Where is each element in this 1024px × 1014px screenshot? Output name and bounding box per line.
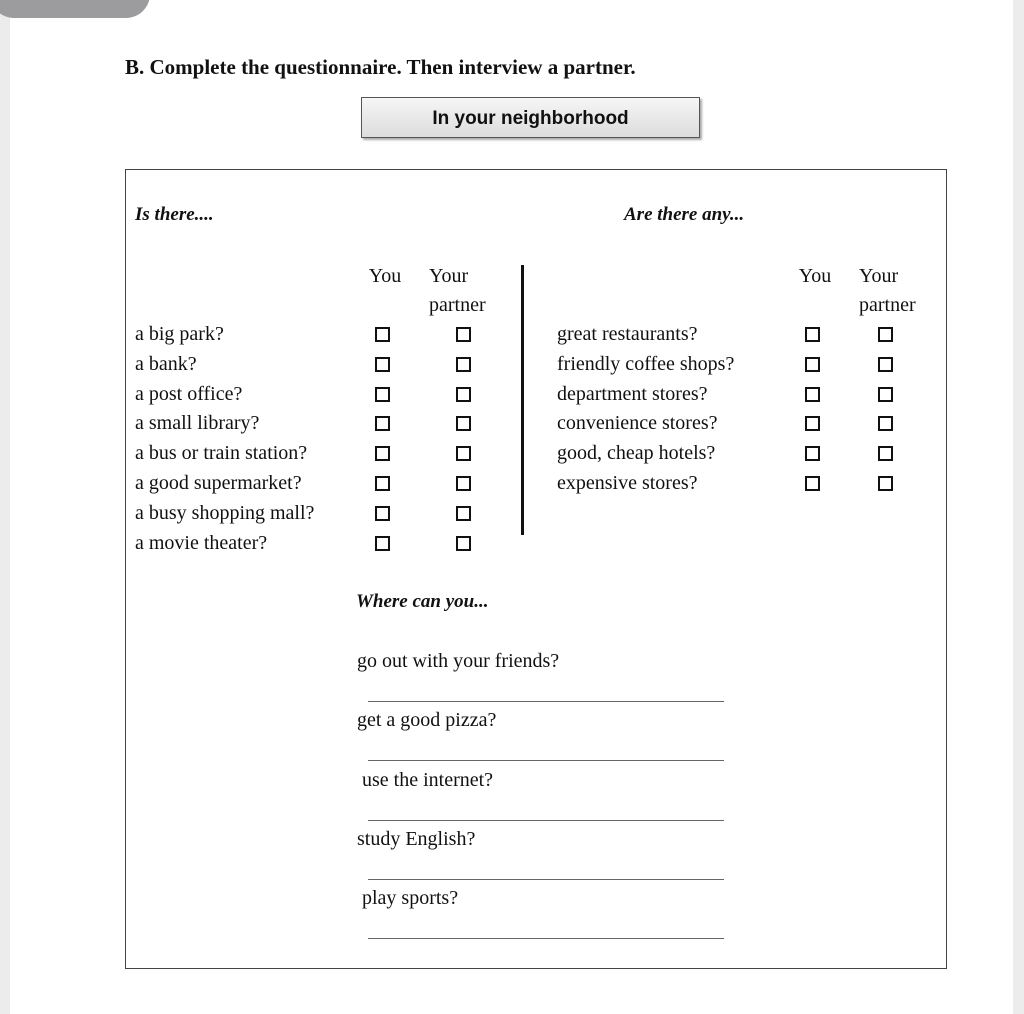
right-col-partner xyxy=(859,262,929,320)
answer-line[interactable] xyxy=(368,938,724,939)
left-item-label: a good supermarket? xyxy=(135,472,302,494)
right-item-label: department stores? xyxy=(557,382,708,405)
is-there-label: Is there.... xyxy=(135,204,214,225)
partner-checkbox[interactable] xyxy=(456,506,471,521)
right-item-label: convenience stores? xyxy=(557,412,718,435)
left-item-label: a bus or train station? xyxy=(135,442,308,465)
partner-checkbox[interactable] xyxy=(878,357,893,372)
partner-checkbox[interactable] xyxy=(456,446,471,461)
partner-checkbox[interactable] xyxy=(456,536,471,551)
you-checkbox[interactable] xyxy=(805,446,820,461)
you-checkbox[interactable] xyxy=(805,476,820,491)
you-checkbox[interactable] xyxy=(805,416,820,431)
right-item-label: friendly coffee shops? xyxy=(557,352,735,375)
you-checkbox[interactable] xyxy=(375,446,390,461)
partner-checkbox[interactable] xyxy=(878,416,893,431)
corner-tab xyxy=(0,0,150,18)
questionnaire-title: In your neighborhood xyxy=(361,97,700,138)
answer-line[interactable] xyxy=(368,760,724,761)
right-item-label: great restaurants? xyxy=(557,323,698,345)
left-item-label: a small library? xyxy=(135,412,260,435)
you-checkbox[interactable] xyxy=(805,387,820,402)
where-question: go out with your friends? xyxy=(357,650,560,672)
answer-line[interactable] xyxy=(368,820,724,821)
left-item-label: a big park? xyxy=(135,323,224,345)
you-checkbox[interactable] xyxy=(375,357,390,372)
partner-checkbox[interactable] xyxy=(456,357,471,372)
you-checkbox[interactable] xyxy=(375,387,390,402)
right-item-label: good, cheap hotels? xyxy=(557,442,716,465)
you-checkbox[interactable] xyxy=(375,536,390,551)
you-checkbox[interactable] xyxy=(375,506,390,521)
you-checkbox[interactable] xyxy=(375,416,390,431)
column-divider xyxy=(521,265,524,535)
right-item-label: expensive stores? xyxy=(557,472,698,494)
partner-checkbox[interactable] xyxy=(456,416,471,431)
where-question: study English? xyxy=(357,827,476,850)
left-item-label: a busy shopping mall? xyxy=(135,501,315,524)
left-item-label: a post office? xyxy=(135,382,243,405)
right-col-you: You xyxy=(798,265,832,287)
left-col-partner xyxy=(429,262,499,320)
left-col-you: You xyxy=(368,265,402,287)
left-item-label: a movie theater? xyxy=(135,531,268,554)
exercise-heading: B. Complete the questionnaire. Then interview a partner. xyxy=(125,55,636,79)
partner-checkbox[interactable] xyxy=(878,446,893,461)
where-question: play sports? xyxy=(362,887,459,910)
partner-checkbox[interactable] xyxy=(878,476,893,491)
col-head-word: partner xyxy=(429,294,486,316)
where-can-you-label: Where can you... xyxy=(356,591,489,612)
partner-checkbox[interactable] xyxy=(878,387,893,402)
partner-checkbox[interactable] xyxy=(456,387,471,402)
you-checkbox[interactable] xyxy=(375,476,390,491)
col-head-word: partner xyxy=(859,294,916,316)
partner-checkbox[interactable] xyxy=(456,327,471,342)
left-item-label: a bank? xyxy=(135,352,197,375)
col-head-word: Your xyxy=(429,265,469,287)
answer-line[interactable] xyxy=(368,879,724,880)
you-checkbox[interactable] xyxy=(805,357,820,372)
where-question: get a good pizza? xyxy=(357,709,497,732)
where-question: use the internet? xyxy=(362,768,494,791)
answer-line[interactable] xyxy=(368,701,724,702)
col-head-word: Your xyxy=(859,265,899,287)
you-checkbox[interactable] xyxy=(805,327,820,342)
partner-checkbox[interactable] xyxy=(878,327,893,342)
are-there-any-label: Are there any... xyxy=(624,204,745,225)
partner-checkbox[interactable] xyxy=(456,476,471,491)
you-checkbox[interactable] xyxy=(375,327,390,342)
